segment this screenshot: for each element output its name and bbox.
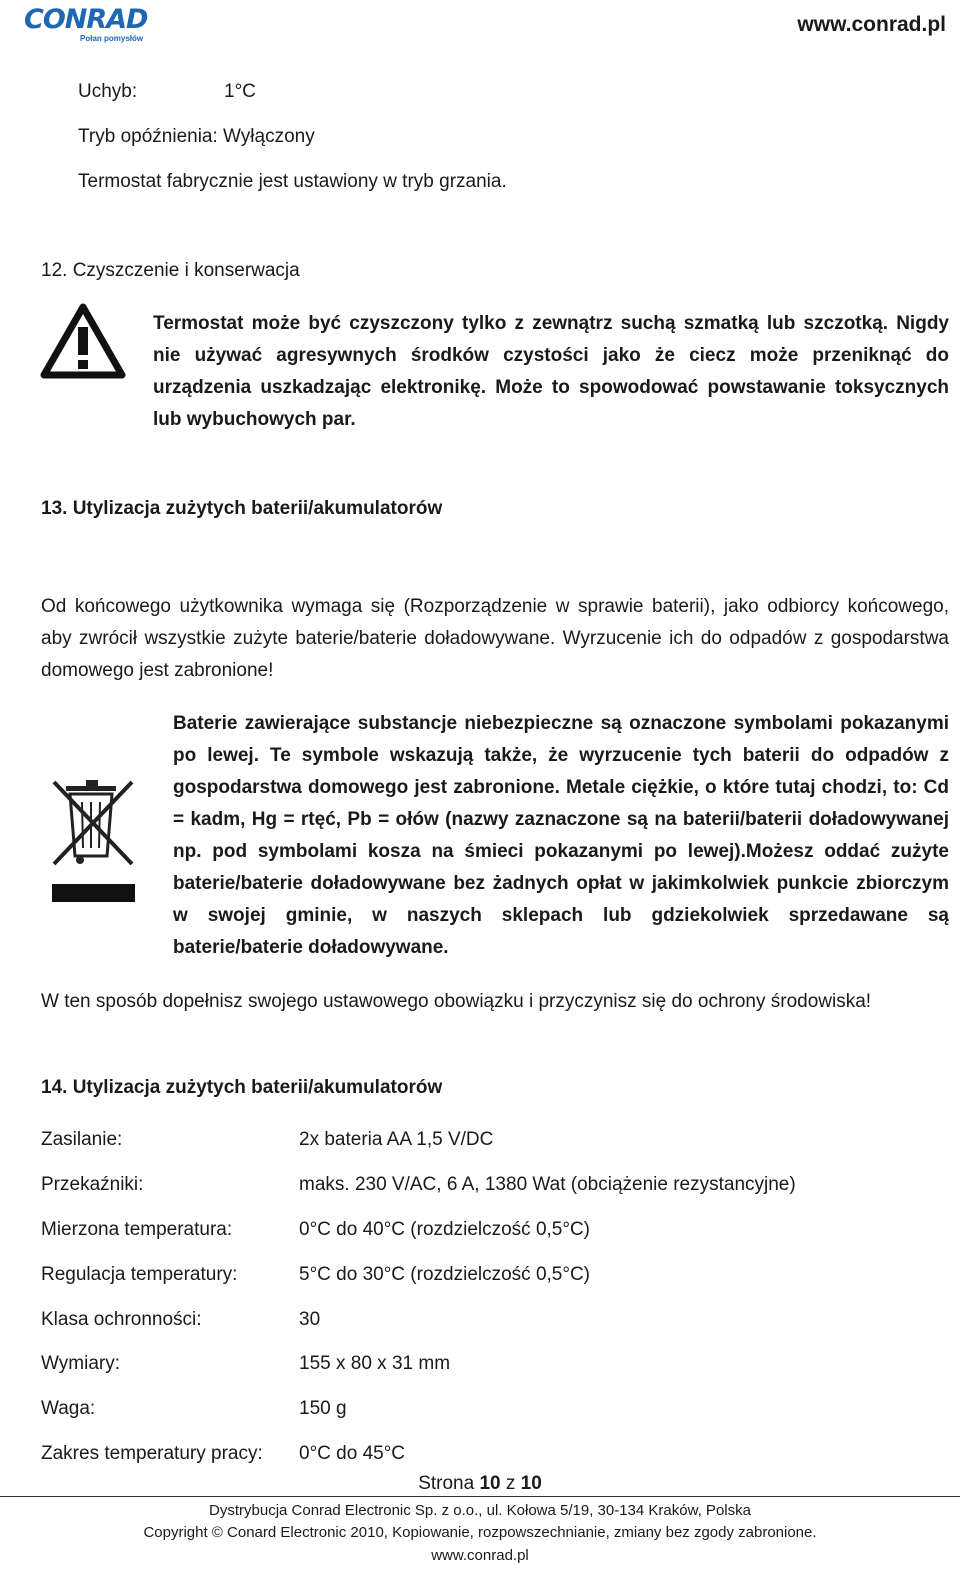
spec-value: 5°C do 30°C (rozdzielczość 0,5°C) (299, 1264, 591, 1285)
site-url: www.conrad.pl (797, 13, 946, 36)
logo-tagline: Połan pomysłów (80, 34, 144, 43)
spec-value: 155 x 80 x 31 mm (299, 1353, 451, 1374)
delay-mode-line: Tryb opóźnienia: Wyłączony (78, 126, 315, 147)
section-14-heading: 14. Utylizacja zużytych baterii/akumulatorów (41, 1077, 443, 1098)
spec-value: 150 g (299, 1398, 347, 1419)
spec-label: Wymiary: (41, 1353, 120, 1374)
spec-value: 0°C do 40°C (rozdzielczość 0,5°C) (299, 1219, 591, 1240)
spec-label: Regulacja temperatury: (41, 1264, 238, 1285)
spec-label: Waga: (41, 1398, 96, 1419)
spec-label: Zasilanie: (41, 1129, 123, 1150)
cleaning-warning-text: Termostat może być czyszczony tylko z zewnątrz suchą szmatką lub szczotką. Nigdy nie używać agresywnych środków czystości jako że ciecz może przeniknąć do urządzenia uszkadzając elektronikę. Może to spowodować powstawanie toksycznych lub wybuchowych par. (153, 313, 949, 430)
spec-label: Mierzona temperatura: (41, 1219, 233, 1240)
factory-setting-line: Termostat fabrycznie jest ustawiony w tryb grzania. (78, 171, 507, 192)
page-separator: z (505, 1473, 516, 1494)
crossed-bin-icon (48, 772, 138, 904)
disposal-intro-text: Od końcowego użytkownika wymaga się (Rozporządzenie w sprawie baterii), jako odbiorcy końcowego, aby zwrócił wszystkie zużyte baterie/baterie doładowywane. Wyrzucenie ich do odpadów z gospodarstwa domowego jest zabronione! (41, 596, 949, 681)
logo-text: CONRAD (24, 4, 148, 35)
page-prefix: Strona (418, 1473, 475, 1494)
page-number (0, 1472, 960, 1496)
footer-line-1: Dystrybucja Conrad Electronic Sp. z o.o., ul. Kołowa 5/19, 30-134 Kraków, Polska (209, 1502, 751, 1519)
spec-label: Klasa ochronności: (41, 1309, 202, 1330)
section-13-heading: 13. Utylizacja zużytych baterii/akumulatorów (41, 498, 443, 519)
footer-divider (0, 1496, 960, 1497)
spec-value: 2x bateria AA 1,5 V/DC (299, 1129, 494, 1150)
disposal-outro-text: W ten sposób dopełnisz swojego ustawowego obowiązku i przyczynisz się do ochrony środowiska! (41, 991, 872, 1012)
conrad-logo (24, 6, 154, 46)
page-total: 10 (520, 1473, 542, 1494)
page-current: 10 (479, 1473, 501, 1494)
spec-label: Zakres temperatury pracy: (41, 1443, 263, 1464)
bin-symbol-text: Baterie zawierające substancje niebezpieczne są oznaczone symbolami pokazanymi po lewej. Te symbole wskazują także, że wyrzucenie tych baterii do odpadów z gospodarstwa domowego jest zabronione. Metale ciężkie, o które tutaj chodzi, to: Cd = kadm, Hg = rtęć, Pb = ołów (nazwy zaznaczone są na baterii/baterii doładowywanej np. pod symbolami kosza na śmieci pokazanymi po lewej).Możesz oddać zużyte baterie/baterie doładowywane bez żadnych opłat w jakimkolwiek punkcie zbiorczym w swojej gminie, w naszych sklepach lub gdziekolwiek sprzedawane są baterie/baterie doładowywane. (173, 713, 949, 958)
hysteresis-label: Uchyb: (78, 81, 138, 102)
footer-line-3: www.conrad.pl (431, 1547, 529, 1564)
warning-icon (40, 303, 126, 379)
spec-value: maks. 230 V/AC, 6 A, 1380 Wat (obciążenie rezystancyjne) (299, 1174, 796, 1195)
footer-line-2: Copyright © Conard Electronic 2010, Kopiowanie, rozpowszechnianie, zmiany bez zgody zabronione. (143, 1524, 817, 1541)
spec-value: 30 (299, 1309, 321, 1330)
spec-value: 0°C do 45°C (299, 1443, 406, 1464)
hysteresis-value: 1°C (224, 81, 256, 102)
section-12-heading: 12. Czyszczenie i konserwacja (41, 260, 300, 281)
spec-label: Przekaźniki: (41, 1174, 144, 1195)
